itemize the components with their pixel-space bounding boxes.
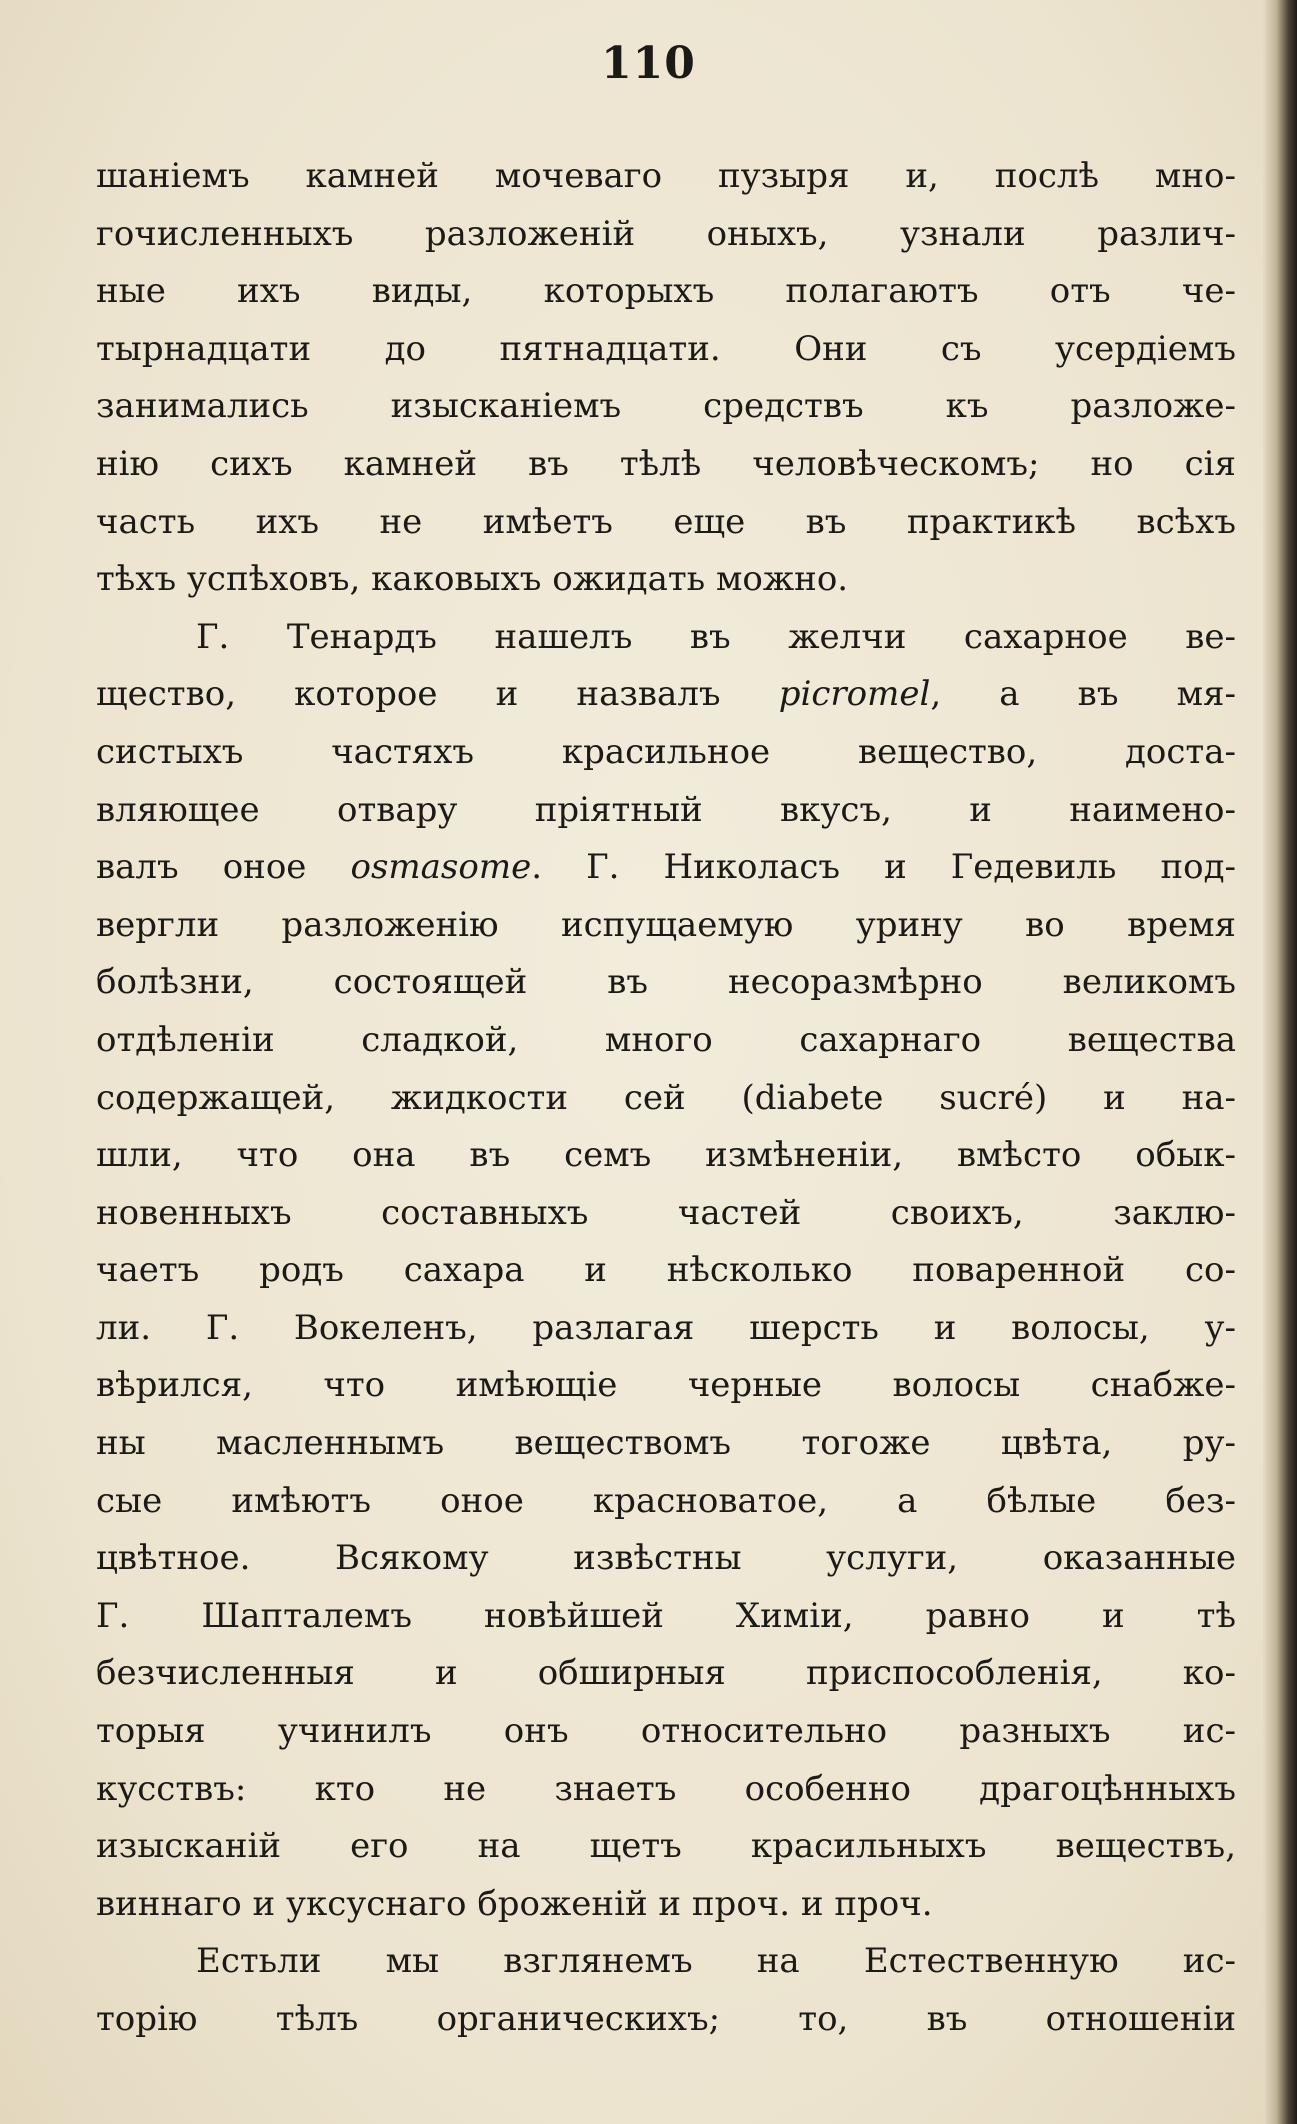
text-line: отдѣленіи сладкой, много сахарнаго вещества	[96, 1019, 1236, 1060]
text-line: изысканій его на щетъ красильныхъ веществъ,	[96, 1826, 1236, 1867]
text-line: ны масленнымъ веществомъ тогоже цвѣта, ру-	[96, 1423, 1236, 1464]
text-line: Г. Шапталемъ новѣйшей Химіи, равно и тѣ	[96, 1595, 1236, 1636]
text-line: виннаго и уксуснаго броженій и проч. и проч.	[96, 1883, 933, 1924]
text-line: содержащей, жидкости сей (diabete sucré) и на-	[96, 1077, 1236, 1118]
text-line: нію сихъ камней въ тѣлѣ человѣческомъ; но сія	[96, 443, 1236, 484]
text-line: кусствъ: кто не знаетъ особенно драгоцѣнныхъ	[96, 1768, 1236, 1809]
text-line: тырнадцати до пятнадцати. Они съ усердіемъ	[96, 328, 1236, 369]
page-number: 110	[601, 38, 696, 89]
text-line: шли, что она въ семъ измѣненіи, вмѣсто обык-	[96, 1135, 1236, 1176]
text-line: новенныхъ составныхъ частей своихъ, заклю-	[96, 1192, 1236, 1233]
text-line: щество, которое и назвалъ picromel, а въ мя-	[96, 674, 1236, 715]
text-line: занимались изысканіемъ средствъ къ разложе-	[96, 386, 1236, 427]
text-line: часть ихъ не имѣетъ еще въ практикѣ всѣхъ	[96, 501, 1236, 542]
text-line: Г. Тенардъ нашелъ въ желчи сахарное ве-	[196, 616, 1236, 657]
text-line: болѣзни, состоящей въ несоразмѣрно великомъ	[96, 962, 1236, 1003]
text-line: чаетъ родъ сахара и нѣсколько поваренной со-	[96, 1250, 1236, 1291]
latin-term: osmasome	[350, 847, 532, 888]
text-line: вергли разложенію испущаемую урину во время	[96, 904, 1236, 945]
text-line: гочисленныхъ разложеній оныхъ, узнали различ-	[96, 213, 1236, 254]
text-line: сые имѣютъ оное красноватое, а бѣлые без-	[96, 1480, 1236, 1521]
text-line: вѣрился, что имѣющіе черные волосы снабже-	[96, 1365, 1236, 1406]
text-block	[96, 148, 1236, 2049]
text-line: Естьли мы взглянемъ на Естественную ис-	[196, 1941, 1236, 1982]
text-line: систыхъ частяхъ красильное вещество, доста-	[96, 731, 1236, 772]
text-line: ли. Г. Вокеленъ, разлагая шерсть и волосы, у-	[96, 1307, 1236, 1348]
page-binding-edge	[1263, 0, 1297, 2124]
text-line: ные ихъ виды, которыхъ полагаютъ отъ че-	[96, 271, 1236, 312]
text-line: цвѣтное. Всякому извѣстны услуги, оказанные	[96, 1538, 1236, 1579]
text-line: торію тѣлъ органическихъ; то, въ отношеніи	[96, 1999, 1236, 2039]
text-line: тѣхъ успѣховъ, каковыхъ ожидать можно.	[96, 559, 849, 600]
text-line: валъ оное osmasome. Г. Николасъ и Гедевиль под-	[96, 847, 1236, 888]
text-line: шаніемъ камней мочеваго пузыря и, послѣ мно-	[96, 156, 1236, 196]
text-line: вляющее отвару пріятный вкусъ, и наимено-	[96, 789, 1236, 830]
text-line: безчисленныя и обширныя приспособленія, ко-	[96, 1653, 1236, 1694]
latin-term: picromel	[778, 674, 931, 715]
text-line: торыя учинилъ онъ относительно разныхъ ис-	[96, 1711, 1236, 1752]
